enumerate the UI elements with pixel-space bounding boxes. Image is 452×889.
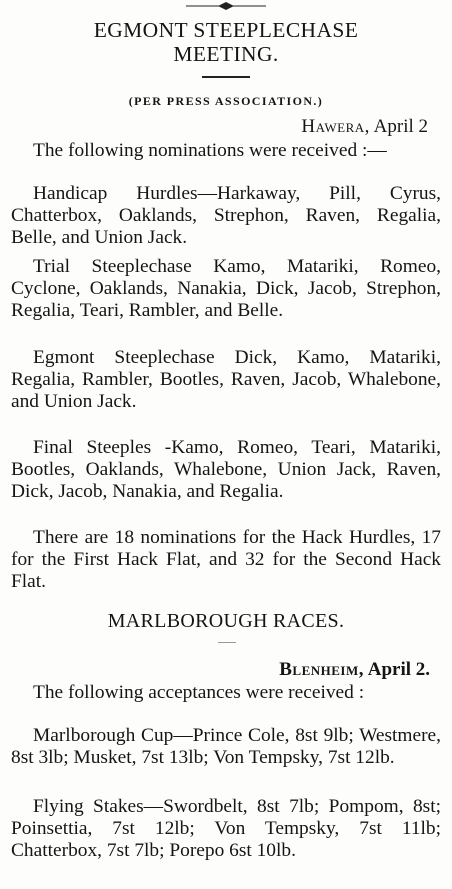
- paragraph-trial-steeplechase: Trial Steeplechase Kamo, Matariki, Romeo, Cyclone, Oaklands, Nanakia, Dick, Jacob, Strephon, Regalia, Teari, Rambler, and Belle.: [11, 256, 441, 321]
- paragraph-marlborough-cup: Marlborough Cup—Prince Cole, 8st 9lb; Westmere, 8st 3lb; Musket, 7st 13lb; Von Tempsky, 7st 12lb.: [11, 725, 441, 768]
- headline-divider: [202, 76, 250, 78]
- dateline-hawera: [301, 116, 428, 138]
- press-credit: (PER PRESS ASSOCIATION.): [128, 94, 324, 108]
- paragraph-hack-nominations: There are 18 nominations for the Hack Hurdles, 17 for the First Hack Flat, and 32 for the Second Hack Flat.: [11, 527, 441, 592]
- paragraph-intro: The following nominations were received :—: [33, 140, 387, 161]
- dateline-place: Blenheim,: [279, 659, 365, 680]
- paragraph-egmont-steeplechase: Egmont Steeplechase Dick, Kamo, Matariki, Regalia, Rambler, Bootles, Raven, Jacob, Whalebone, and Union Jack.: [11, 347, 441, 412]
- headline-line-1: EGMONT STEEPLECHASE: [93, 18, 359, 42]
- dateline-place: Hawera,: [301, 116, 370, 137]
- headline-marlborough: MARLBOROUGH RACES.: [107, 610, 345, 632]
- headline-line-2: MEETING.: [173, 42, 279, 66]
- paragraph-acceptances-intro: The following acceptances were received :: [33, 682, 365, 703]
- section-divider: [218, 642, 236, 643]
- dateline-date: April 2.: [367, 659, 430, 680]
- paragraph-handicap-hurdles: Handicap Hurdles—Harkaway, Pill, Cyrus, Chatterbox, Oaklands, Strephon, Raven, Regalia, Belle, and Union Jack.: [11, 183, 441, 248]
- paragraph-flying-stakes: Flying Stakes—Swordbelt, 8st 7lb; Pompom, 8st; Poinsettia, 7st 12lb; Von Tempsky, 7st 11lb; Chatterbox, 7st 7lb; Porepo 6st 10lb.: [11, 796, 441, 861]
- dateline-blenheim: [279, 659, 430, 681]
- paragraph-final-steeples: Final Steeples -Kamo, Romeo, Teari, Matariki, Bootles, Oaklands, Whalebone, Union Jack, Raven, Dick, Jacob, Nanakia, and Regalia.: [11, 437, 441, 502]
- dateline-date: April 2: [373, 116, 428, 137]
- ornament-rule-icon: [186, 2, 266, 10]
